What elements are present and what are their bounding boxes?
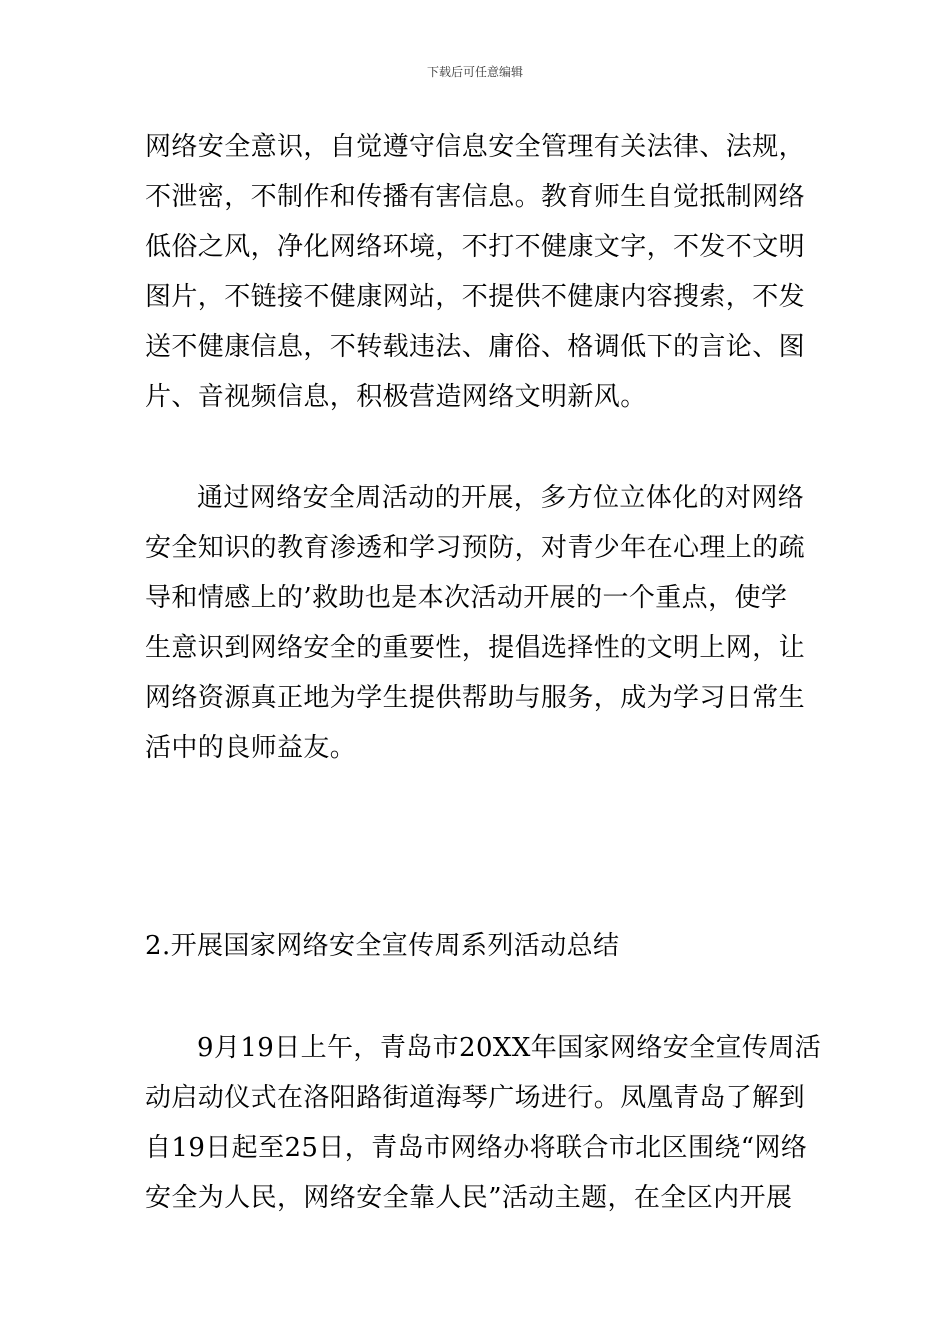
paragraph-line: 自19日起至25日，青岛市网络办将联合市北区围绕“网络: [145, 1133, 808, 1163]
paragraph-1: [145, 122, 810, 422]
paragraph-line: 送不健康信息，不转载违法、庸俗、格调低下的言论、图: [145, 332, 806, 362]
paragraph-line: 低俗之风，净化网络环境，不打不健康文字，不发不文明: [145, 232, 806, 262]
paragraph-line: 图片，不链接不健康网站，不提供不健康内容搜索，不发: [145, 282, 806, 312]
paragraph-line: 片、音视频信息，积极营造网络文明新风。: [145, 382, 647, 412]
section-heading-text: 2.开展国家网络安全宣传周系列活动总结: [145, 931, 620, 961]
paragraph-line: 安全为人民，网络安全靠人民”活动主题，在全区内开展: [145, 1183, 793, 1213]
paragraph-line: 通过网络安全周活动的开展，多方位立体化的对网络: [197, 483, 805, 513]
paragraph-line: 活中的良师益友。: [145, 733, 357, 763]
paragraph-line: 不泄密，不制作和传播有害信息。教育师生自觉抵制网络: [145, 182, 806, 212]
paragraph-line: 安全知识的教育渗透和学习预防，对青少年在心理上的疏: [145, 533, 806, 563]
paragraph-line: 9月19日上午，青岛市20XX年国家网络安全宣传周活: [197, 1033, 822, 1063]
paragraph-line: 导和情感上的’救助也是本次活动开展的一个重点，使学: [145, 583, 788, 613]
paragraph-line: 生意识到网络安全的重要性，提倡选择性的文明上网，让: [145, 633, 806, 663]
paragraph-2: [145, 473, 810, 773]
page-header: 下载后可任意编辑: [426, 65, 523, 79]
paragraph-line: 网络安全意识，自觉遵守信息安全管理有关法律、法规，: [145, 132, 806, 162]
paragraph-line: 动启动仪式在洛阳路街道海琴广场进行。凤凰青岛了解到: [145, 1083, 806, 1113]
paragraph-line: 网络资源真正地为学生提供帮助与服务，成为学习日常生: [145, 683, 806, 713]
section-heading: [145, 921, 810, 971]
paragraph-3: [145, 1023, 822, 1223]
